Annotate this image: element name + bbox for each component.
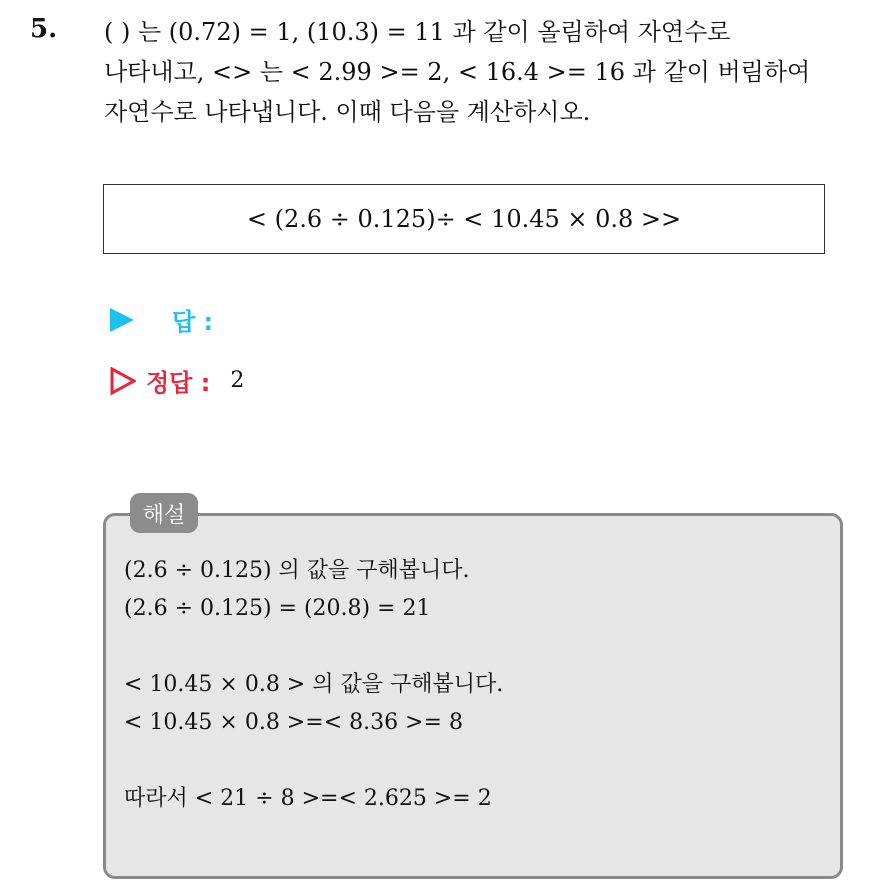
question-number: 5.	[30, 14, 58, 44]
correct-answer-row	[110, 363, 244, 398]
explanation-line: (2.6 ÷ 0.125) = (20.8) = 21	[124, 596, 431, 621]
explanation-line: (2.6 ÷ 0.125) 의 값을 구해봅니다.	[124, 558, 470, 583]
explanation-blank-line	[124, 628, 503, 666]
play-triangle-icon	[110, 308, 134, 332]
explanation-line: < 10.45 × 0.8 > 의 값을 구해봅니다.	[124, 672, 504, 697]
question-text	[104, 12, 864, 132]
question-line-2: 나타내고, <> 는 < 2.99 >= 2, < 16.4 >= 16 과 같이 버림하여	[104, 58, 811, 86]
explanation-line: 따라서 < 21 ÷ 8 >=< 2.625 >= 2	[124, 786, 492, 811]
expression-text: < (2.6 ÷ 0.125)÷ < 10.45 × 0.8 >>	[246, 205, 682, 233]
explanation-line: < 10.45 × 0.8 >=< 8.36 >= 8	[124, 710, 463, 735]
correct-answer-value: 2	[230, 368, 245, 393]
outline-triangle-icon	[110, 367, 136, 395]
question-line-1: ( ) 는 (0.72) = 1, (10.3) = 11 과 같이 올림하여 자연수로	[104, 18, 731, 46]
expression-box	[103, 184, 825, 254]
explanation-blank-line	[124, 742, 503, 780]
explanation-tag: 해설	[130, 493, 198, 533]
explanation-content	[124, 552, 503, 818]
answer-label: 답 :	[172, 308, 214, 336]
correct-answer-label: 정답 :	[146, 369, 211, 397]
question-line-3: 자연수로 나타냅니다. 이때 다음을 계산하시오.	[104, 98, 591, 126]
answer-row	[110, 302, 213, 337]
